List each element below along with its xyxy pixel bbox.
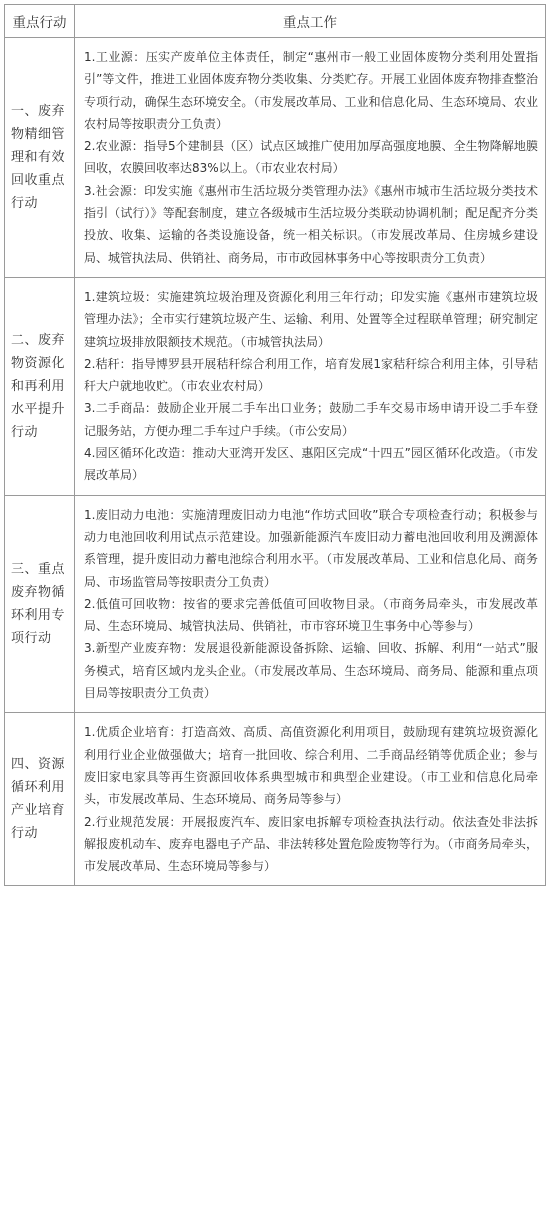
work-item: 2.秸秆：指导博罗县开展秸秆综合利用工作，培育发展1家秸秆综合利用主体，引导秸秆大户就地收贮。（市农业农村局） [84, 356, 538, 394]
work-item: 1.优质企业培育：打造高效、高质、高值资源化利用项目，鼓励现有建筑垃圾资源化利用行业企业做强做大；培育一批回收、综合利用、二手商品经销等优质企业；参与废旧家电家具等再生资源回收体系典型城市和典型企业建设。（市工业和信息化局牵头，市发展改革局、生态环境局、商务局等参与） [84, 725, 538, 807]
action-cell: 三、重点废弃物循环利用专项行动 [5, 495, 75, 713]
work-item: 3.新型产业废弃物：发展退役新能源设备拆除、运输、回收、拆解、利用“一站式”服务模式，培育区域内龙头企业。（市发展改革局、生态环境局、商务局、能源和重点项目局等按职责分工负责） [84, 641, 538, 701]
key-actions-table [4, 4, 546, 886]
table-row [5, 38, 546, 278]
work-item: 2.低值可回收物：按省的要求完善低值可回收物目录。（市商务局牵头，市发展改革局、生态环境局、城管执法局、供销社，市市容环境卫生事务中心等参与） [84, 596, 538, 634]
work-item: 1.工业源：压实产废单位主体责任，制定“惠州市一般工业固体废物分类利用处置指引”等文件，推进工业固体废弃物分类收集、分类贮存。开展工业固体废弃物排查整治专项行动，确保生态环境安全。（市发展改革局、工业和信息化局、生态环境局、农业农村局等按职责分工负责） [84, 50, 538, 131]
action-cell: 二、废弃物资源化和再利用水平提升行动 [5, 277, 75, 495]
work-item: 1.建筑垃圾：实施建筑垃圾治理及资源化利用三年行动；印发实施《惠州市建筑垃圾管理办法》；全市实行建筑垃圾产生、运输、利用、处置等全过程联单管理；研究制定建筑垃圾排放限额技术规范。（市城管执法局） [84, 289, 538, 349]
work-item: 2.农业源：指导5个建制县（区）试点区域推广使用加厚高强度地膜、全生物降解地膜回收，农膜回收率达83%以上。（市农业农村局） [84, 139, 538, 176]
work-cell [75, 495, 546, 713]
work-cell [75, 713, 546, 886]
work-item: 4.园区循环化改造：推动大亚湾开发区、惠阳区完成“十四五”园区循环化改造。（市发展改革局） [84, 446, 538, 483]
work-item: 2.行业规范发展：开展报废汽车、废旧家电拆解专项检查执法行动。依法查处非法拆解报废机动车、废弃电器电子产品、非法转移处置危险废物等行为。（市商务局牵头，市发展改革局、生态环境局等参与） [84, 814, 538, 874]
work-item: 3.二手商品：鼓励企业开展二手车出口业务；鼓励二手车交易市场申请开设二手车登记服务站，方便办理二手车过户手续。（市公安局） [84, 401, 538, 438]
table-header-row [5, 5, 546, 38]
action-cell: 四、资源循环利用产业培育行动 [5, 713, 75, 886]
table-row [5, 277, 546, 495]
work-item: 1.废旧动力电池：实施清理废旧动力电池“作坊式回收”联合专项检查行动；积极参与动力电池回收利用试点示范建设。加强新能源汽车废旧动力蓄电池回收利用及溯源体系管理，提升废旧动力蓄电池综合利用水平。（市发展改革局、工业和信息化局、商务局、市场监管局等按职责分工负责） [84, 507, 538, 589]
table-row [5, 495, 546, 713]
header-key-action: 重点行动 [5, 5, 75, 38]
work-cell [75, 277, 546, 495]
work-cell [75, 38, 546, 278]
work-item: 3.社会源：印发实施《惠州市生活垃圾分类管理办法》《惠州市城市生活垃圾分类技术指引（试行）》等配套制度，建立各级城市生活垃圾分类联动协调机制；配足配齐分类投放、收集、运输的各类设施设备，统一相关标识。（市发展改革局、住房城乡建设局、城管执法局、供销社、商务局，市市政园林事务中心等按职责分工负责） [84, 183, 538, 265]
action-cell: 一、废弃物精细管理和有效回收重点行动 [5, 38, 75, 278]
header-key-work: 重点工作 [75, 5, 546, 38]
table-row [5, 713, 546, 886]
